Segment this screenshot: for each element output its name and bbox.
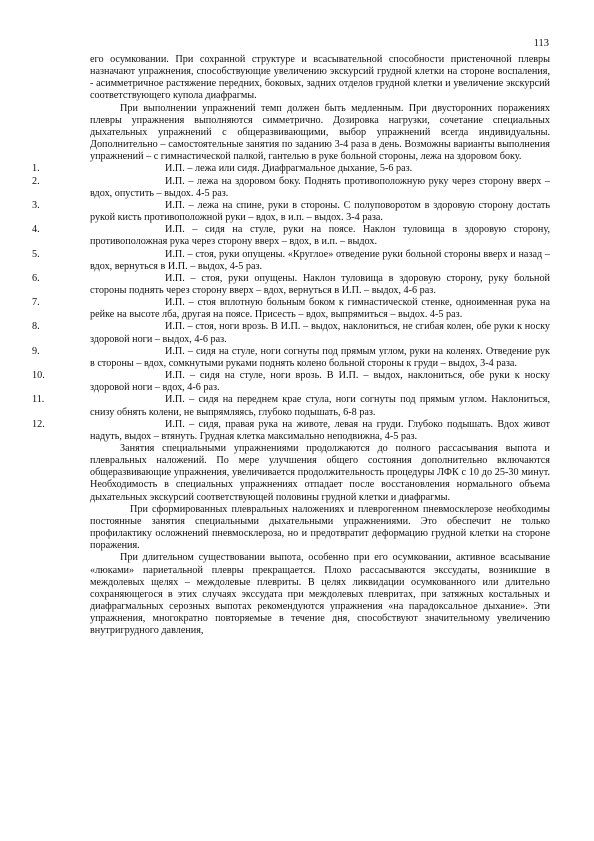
- exercise-number: 10.: [32, 370, 45, 382]
- page-number: 113: [533, 38, 549, 49]
- exercise-text: И.П. – стоя, руки опущены. «Круглое» отведение руки больной стороны вверх и назад – вдох, вернуться в И.П. – выдох, 4-5 раз.: [90, 248, 550, 272]
- exercise-list: [32, 163, 550, 443]
- exercise-item: [32, 224, 550, 248]
- exercise-text: И.П. – сидя на стуле, ноги врозь. В И.П. – выдох, наклониться, обе руки к носку здоровой ноги – вдох, 4-6 раз.: [90, 370, 550, 394]
- exercise-item: [32, 418, 550, 443]
- exercise-item: [32, 175, 550, 200]
- exercise-text: И.П. – лежа на спине, руки в стороны. С полуповоротом в здоровую сторону достать рукой кисть противоположной руки – вдох, в и.п. – выдох. 3-4 раза.: [90, 199, 550, 224]
- paragraph-special-exercises: Занятия специальными упражнениями продолжаются до полного рассасывания выпота и плевральных наложений. По мере улучшения общего состояния дополнительно включаются общеразвивающие упражнения, увеличивается продолжительность процедуры ЛФК с 10 до 25-30 минут. Необходимость в специальных упражнениях отпадает после восстановления нормального объема дыхательных экскурсий соответствующей половины грудной клетки и диафрагмы.: [90, 443, 550, 503]
- paragraph-paradoxical-breathing: При длительном существовании выпота, особенно при его осумковании, активное всасывание «люками» париетальной плевры прекращается. Плохо рассасываются экссудаты, возникшие в междолевых щелях – междолевые плевриты. В целях ликвидации осумкованного или длительно сохраняющегося в этих случаях экссудата при междолевых плевритах, при затяжных костальных и диафрагмальных серозных выпотах рекомендуются упражнения «на парадоксальное дыхание». Эти упражнения, многократно повторяемые в течение дня, способствуют значительному увеличению внутригрудного давления,: [90, 552, 550, 637]
- exercise-number: 1.: [32, 163, 40, 175]
- exercise-text: И.П. – сидя, правая рука на животе, левая на груди. Глубоко подышать. Вдох живот надуть, выдох – втянуть. Грудная клетка максимально неподвижна, 4-5 раз.: [90, 418, 550, 442]
- exercise-text: И.П. – лежа или сидя. Диафрагмальное дыхание, 5-6 раз.: [165, 163, 413, 175]
- exercise-text: И.П. – стоя, ноги врозь. В И.П. – выдох, наклониться, не сгибая колен, обе руки к носку здоровой ноги – выдох, 4-6 раз.: [90, 321, 550, 345]
- exercise-text: И.П. – стоя, руки опущены. Наклон туловища в здоровую сторону, руку больной стороны поднять через сторону вверх – вдох, вернуться в И.П. – выдох, 4-6 раз.: [90, 272, 550, 296]
- exercise-number: 5.: [32, 248, 40, 260]
- exercise-number: 3.: [32, 199, 40, 211]
- exercise-item: [32, 370, 550, 394]
- exercise-item: [32, 345, 550, 370]
- exercise-number: 6.: [32, 272, 40, 284]
- paragraph-pleural-deposits: При сформированных плевральных наложениях и плеврогенном пневмосклерозе необходимы постоянные занятия специальными дыхательными упражнениями. Это обеспечит не только профилактику осложнений пневмосклероза, но и предотвратит деформацию грудной клетки на стороне поражения.: [90, 503, 550, 552]
- exercise-number: 9.: [32, 345, 40, 357]
- exercise-number: 2.: [32, 175, 40, 187]
- exercise-text: И.П. – сидя на стуле, руки на поясе. Наклон туловища в здоровую сторону, противоположная рука через сторону вверх – вдох, в и.п. – выдох.: [90, 224, 550, 248]
- exercise-number: 11.: [32, 394, 45, 406]
- exercise-item: [32, 272, 550, 297]
- exercise-number: 12.: [32, 418, 45, 430]
- exercise-text: И.П. – сидя на стуле, ноги согнуты под прямым углом, руки на коленях. Отведение рук в стороны – вдох, сомкнутыми руками поднять колено больной стороны к груди – выдох, 3-4 раза.: [90, 345, 550, 369]
- exercise-text: И.П. – лежа на здоровом боку. Поднять противоположную руку через сторону вверх – вдох, опустить – выдох. 4-5 раз.: [90, 175, 550, 199]
- exercise-item: [32, 163, 550, 175]
- exercise-item: [32, 297, 550, 321]
- paragraph-continuation: его осумковании. При сохранной структуре и всасывательной способности пристеночной плевры назначают упражнения, способствующие увеличению экскурсий грудной клетки на стороне воспаления, - асимметричное растяжение передних, боковых, задних отделов грудной клетки и увеличение экскурсий соответствующего купола диафрагмы.: [90, 54, 550, 102]
- paragraph-exercise-tempo: При выполнении упражнений темп должен быть медленным. При двусторонних поражениях плевры упражнения выполняются симметрично. Дозировка нагрузки, сочетание специальных дыхательных упражнений с общеразвивающими, выбор упражнений всегда индивидуальны. Дополнительно – самостоятельные занятия по заданию 3-4 раза в день. Возможны варианты выполнения упражнений – с гимнастической палкой, гантелью в руке больной стороны, лежа на здоровом боку.: [90, 102, 550, 163]
- exercise-item: [32, 394, 550, 418]
- exercise-number: 8.: [32, 321, 40, 333]
- exercise-number: 7.: [32, 297, 40, 309]
- exercise-item: [32, 321, 550, 345]
- exercise-item: [32, 199, 550, 224]
- page-content: [32, 54, 550, 638]
- exercise-text: И.П. – стоя вплотную больным боком к гимнастической стенке, одноименная рука на рейке на высоте лба, другая на поясе. Присесть – вдох, выпрямиться – выдох. 4-5 раз.: [90, 297, 550, 321]
- exercise-number: 4.: [32, 224, 40, 236]
- exercise-item: [32, 248, 550, 273]
- exercise-text: И.П. – сидя на переднем крае стула, ноги согнуты под прямым углом. Наклониться, снизу обнять колени, не выпрямляясь, глубоко подышать, 6-8 раз.: [90, 394, 550, 418]
